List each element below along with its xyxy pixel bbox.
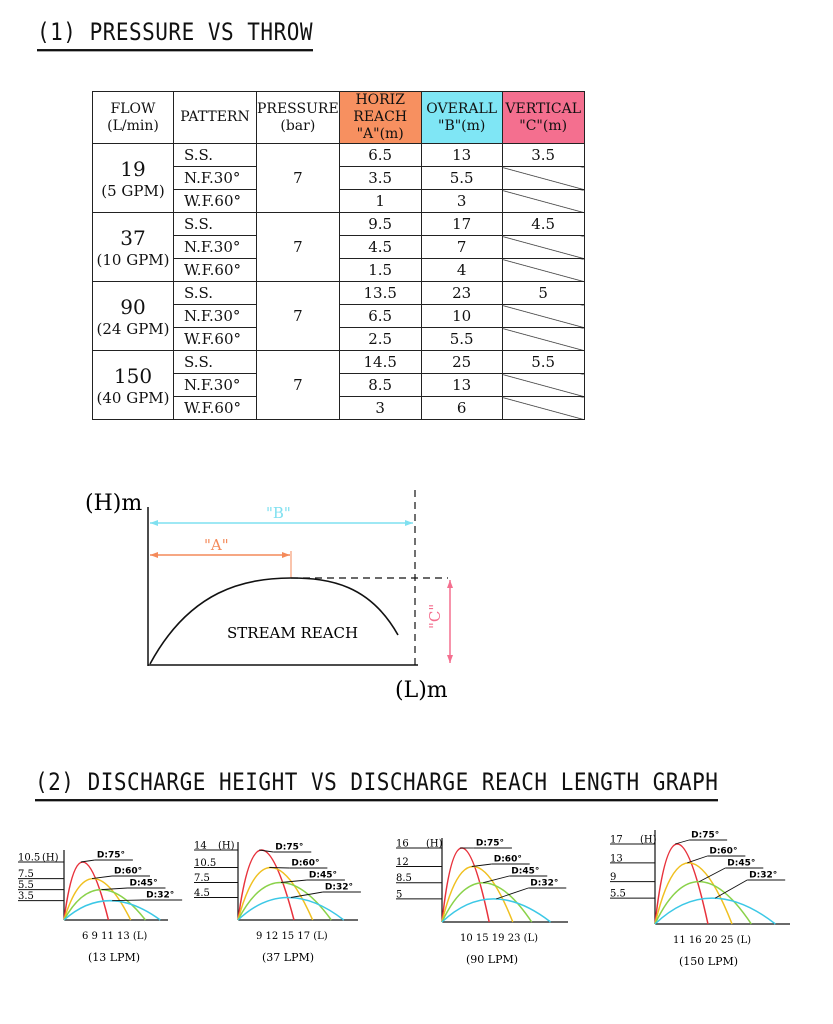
overall-cell: 13 <box>421 144 502 167</box>
curve-0 <box>442 848 489 922</box>
flow-cell: 37 (10 GPM) <box>93 213 174 282</box>
curve-3 <box>64 901 160 920</box>
curve-2 <box>442 883 532 922</box>
pattern-cell: S.S. <box>174 144 257 167</box>
pressure-cell: 7 <box>257 351 340 420</box>
y-tick-label: 10.5 <box>194 858 217 869</box>
y-tick-label: 5.5 <box>610 888 626 900</box>
h-axis-label: (H)m <box>85 491 143 516</box>
pattern-cell: W.F.60° <box>174 190 257 213</box>
horiz-cell: 8.5 <box>339 374 421 397</box>
x-tick-labels: 11 16 20 25 (L) <box>673 935 752 946</box>
chart-title: (90 LPM) <box>466 953 519 966</box>
x-tick-labels: 10 15 19 23 (L) <box>460 933 539 944</box>
overall-cell: 3 <box>421 190 502 213</box>
header-pattern: PATTERN <box>174 92 257 144</box>
pattern-cell: N.F.30° <box>174 236 257 259</box>
leader-line <box>112 900 144 901</box>
x-tick-labels: 6 9 11 13 (L) <box>82 931 148 942</box>
overall-cell: 6 <box>421 397 502 420</box>
leader-line <box>81 860 95 862</box>
curve-3 <box>655 898 775 924</box>
label-c: "C" <box>426 603 444 629</box>
discharge-chart-0 <box>18 850 182 964</box>
y-tick-label: 4.5 <box>194 888 210 899</box>
y-tick-label: 7.5 <box>18 869 34 881</box>
y-tick-label: 5.5 <box>18 880 34 892</box>
vertical-cell: 4.5 <box>502 213 584 236</box>
flow-cell: 150 (40 GPM) <box>93 351 174 420</box>
pattern-cell: S.S. <box>174 213 257 236</box>
header-flow: FLOW (L/min) <box>93 92 174 144</box>
discharge-chart-3 <box>610 830 790 968</box>
curve-0 <box>655 844 708 924</box>
curve-3 <box>442 899 551 922</box>
horiz-cell: 6.5 <box>339 144 421 167</box>
label-a: "A" <box>204 536 229 554</box>
chart-title: (37 LPM) <box>262 951 315 964</box>
horiz-cell: 1.5 <box>339 259 421 282</box>
pattern-cell: W.F.60° <box>174 328 257 351</box>
leader-line <box>269 868 289 869</box>
series-label: D:60° <box>114 866 143 877</box>
y-tick-label: 7.5 <box>194 873 210 884</box>
pattern-cell: N.F.30° <box>174 374 257 397</box>
pattern-cell: S.S. <box>174 351 257 374</box>
stream-reach-label: STREAM REACH <box>227 624 359 642</box>
y-tick-label: 17 <box>610 834 623 846</box>
series-label: D:45° <box>511 866 540 877</box>
series-label: D:60° <box>493 854 522 865</box>
overall-cell: 13 <box>421 374 502 397</box>
horiz-cell: 9.5 <box>339 213 421 236</box>
horiz-cell: 6.5 <box>339 305 421 328</box>
flow-cell: 90 (24 GPM) <box>93 282 174 351</box>
leader-line <box>281 880 307 883</box>
y-tick-label: 13 <box>610 853 623 865</box>
y-axis-label: (H) <box>426 838 443 850</box>
horiz-cell: 13.5 <box>339 282 421 305</box>
horiz-cell: 3 <box>339 397 421 420</box>
y-tick-label: 14 <box>194 840 207 852</box>
curve-0 <box>238 850 294 920</box>
series-label: D:45° <box>129 878 158 889</box>
overall-cell: 5.5 <box>421 328 502 351</box>
leader-line <box>101 888 127 890</box>
discharge-chart-1 <box>194 841 361 965</box>
series-label: D:60° <box>709 846 738 857</box>
l-axis-label: (L)m <box>395 678 448 703</box>
chart-title: (13 LPM) <box>88 951 141 964</box>
series-label: D:45° <box>308 870 338 881</box>
overall-cell: 10 <box>421 305 502 328</box>
overall-cell: 7 <box>421 236 502 259</box>
series-label: D:60° <box>291 858 320 869</box>
series-label: D:75° <box>96 850 125 861</box>
pressure-cell: 7 <box>257 144 340 213</box>
header-overall: OVERALL "B"(m) <box>421 92 502 144</box>
curve-1 <box>238 868 313 921</box>
label-b: "B" <box>266 504 291 522</box>
pressure-cell: 7 <box>257 213 340 282</box>
overall-cell: 5.5 <box>421 167 502 190</box>
horiz-cell: 2.5 <box>339 328 421 351</box>
series-label: D:32° <box>530 878 559 889</box>
series-label: D:75° <box>275 842 304 853</box>
y-tick-label: 3.5 <box>18 891 34 903</box>
horiz-cell: 3.5 <box>339 167 421 190</box>
overall-cell: 4 <box>421 259 502 282</box>
series-label: D:32° <box>146 890 175 901</box>
pattern-cell: N.F.30° <box>174 305 257 328</box>
series-label: D:75° <box>691 830 720 841</box>
header-horiz-reach: HORIZ REACH "A"(m) <box>339 92 421 144</box>
horiz-cell: 14.5 <box>339 351 421 374</box>
y-axis-label: (H) <box>640 834 657 846</box>
series-label: D:75° <box>475 838 505 849</box>
header-vertical: VERTICAL "C"(m) <box>502 92 584 144</box>
horiz-cell: 1 <box>339 190 421 213</box>
y-axis-label: (H) <box>218 840 235 852</box>
overall-cell: 17 <box>421 213 502 236</box>
pressure-cell: 7 <box>257 282 340 351</box>
flow-cell: 19 (5 GPM) <box>93 144 174 213</box>
leader-line <box>483 876 509 883</box>
y-tick-label: 12 <box>396 857 409 868</box>
discharge-chart-2 <box>396 838 568 966</box>
chart-title: (150 LPM) <box>679 955 739 968</box>
y-tick-label: 9 <box>610 872 617 884</box>
y-tick-label: 8.5 <box>396 873 412 885</box>
vertical-cell: 5.5 <box>502 351 584 374</box>
curve-0 <box>64 862 108 920</box>
overall-cell: 25 <box>421 351 502 374</box>
section-2-title: (2) DISCHARGE HEIGHT VS DISCHARGE REACH LENGTH GRAPH <box>35 768 718 801</box>
leader-line <box>675 840 689 844</box>
section-1-title: (1) PRESSURE VS THROW <box>37 18 313 51</box>
series-label: D:32° <box>324 882 353 893</box>
y-tick-label: 10.5 <box>18 852 41 864</box>
overall-cell: 23 <box>421 282 502 305</box>
vertical-cell: 5 <box>502 282 584 305</box>
pattern-cell: W.F.60° <box>174 259 257 282</box>
y-tick-label: 5 <box>396 889 403 901</box>
y-axis-label: (H) <box>42 852 59 864</box>
series-label: D:45° <box>727 858 756 869</box>
pattern-cell: N.F.30° <box>174 167 257 190</box>
y-tick-label: 16 <box>396 838 409 850</box>
series-label: D:32° <box>749 870 778 881</box>
horiz-cell: 4.5 <box>339 236 421 259</box>
pattern-cell: S.S. <box>174 282 257 305</box>
vertical-cell: 3.5 <box>502 144 584 167</box>
pattern-cell: W.F.60° <box>174 397 257 420</box>
header-pressure: PRESSURE (bar) <box>257 92 340 144</box>
x-tick-labels: 9 12 15 17 (L) <box>256 931 328 942</box>
